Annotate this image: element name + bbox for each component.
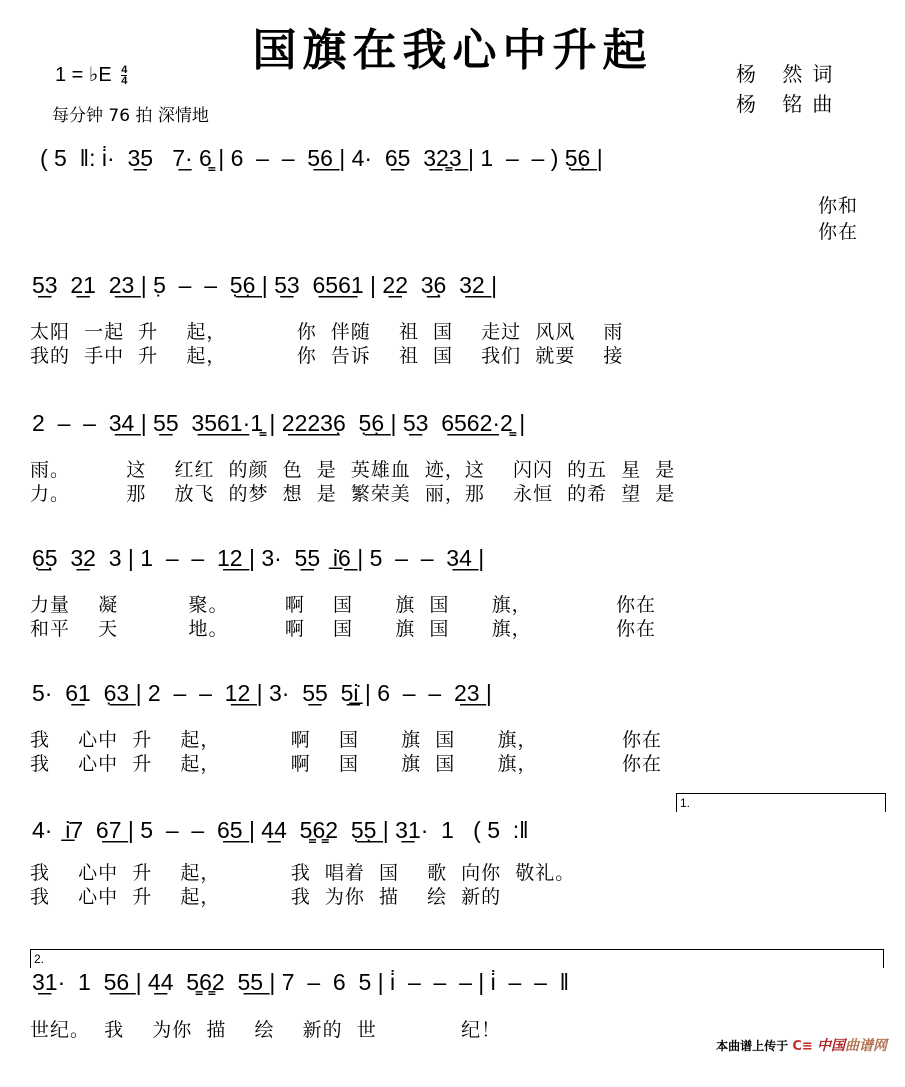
score-title: 国旗在我心中升起 bbox=[252, 25, 653, 76]
lyrics-verse-1: 你和 bbox=[818, 195, 859, 217]
lyrics-verse-1: 世纪。 我 为你 描 绘 新的 世 纪！ bbox=[30, 1019, 502, 1041]
lyrics-verse-2: 力。 那 放飞 的梦 想 是 繁荣美 丽，那 永恒 的希 望 是 bbox=[30, 483, 676, 505]
staff-system-4 bbox=[0, 543, 905, 663]
lyricist-credit: 杨 然词 bbox=[736, 62, 843, 86]
upload-watermark bbox=[716, 1035, 887, 1055]
second-ending-bracket: 2. bbox=[30, 949, 884, 968]
notation-line: 5· 6̲1 6̣̲3̲ | 2 – – 1̲2̲ | 3· 5̲5 5̲i̲̇ | 6 – – 2̲3̲ | bbox=[32, 680, 492, 706]
staff-system-3 bbox=[0, 408, 905, 528]
time-signature: $\frac{4}{4}$ bbox=[121, 64, 128, 88]
lyrics-verse-2: 我 心中 升 起， 我 为你 描 绘 新的 bbox=[30, 886, 502, 908]
lyrics-verse-1: 我 心中 升 起， 啊 国 旗 国 旗， 你在 bbox=[30, 729, 662, 751]
lyrics-verse-1: 力量 凝 聚。 啊 国 旗 国 旗， 你在 bbox=[30, 594, 657, 616]
first-ending-bracket: 1. bbox=[676, 793, 886, 812]
lyrics-verse-1: 我 心中 升 起， 我 唱着 国 歌 向你 敬礼。 bbox=[30, 862, 576, 884]
lyrics-verse-2: 你在 bbox=[818, 221, 859, 243]
notation-line: ( 5 ‖: i̇· 3̲5 7̲· 6̳ | 6 – – 5̲6̲ | 4· 6̲5 3̲2̳3̲ | 1 – – ) 5̣̲6̣̲ | bbox=[40, 145, 603, 171]
tempo-marking: 每分钟 76 拍 深情地 bbox=[52, 106, 209, 126]
upload-text: 本曲谱上传于 bbox=[716, 1039, 789, 1053]
key-text: 1 = ♭E bbox=[55, 64, 112, 86]
notation-line: 3̲1· 1 5̲6̲ | 4̲4 5̳6̳2 5̲5̲ | 7 – 6 5 | i̇ – – – | i̇ – – ‖ bbox=[32, 969, 570, 995]
lyrics-verse-2: 和平 天 地。 啊 国 旗 国 旗， 你在 bbox=[30, 618, 657, 640]
lyrics-verse-2: 我的 手中 升 起， 你 告诉 祖 国 我们 就要 接 bbox=[30, 345, 624, 367]
lyrics-verse-1: 雨。 这 红红 的颜 色 是 英雄血 迹，这 闪闪 的五 星 是 bbox=[30, 459, 676, 481]
lyrics-verse-2: 我 心中 升 起， 啊 国 旗 国 旗， 你在 bbox=[30, 753, 662, 775]
notation-line: 2 – – 3̲4̲ | 5̲5 3̲5̲6̲1̲·1̳ | 2̲2̲2̲3̲6̣ 5̣̲6̣̲ | 5̲3 6̲5̲6̲2̲·2̳ | bbox=[32, 410, 526, 436]
staff-system-1 bbox=[0, 143, 905, 263]
key-signature bbox=[55, 62, 127, 87]
lyrics-verse-1: 太阳 一起 升 起， 你 伴随 祖 国 走过 风风 雨 bbox=[30, 321, 624, 343]
staff-system-2 bbox=[0, 270, 905, 390]
site-name-part1: 中国 bbox=[817, 1038, 845, 1054]
notation-line: 4· i̲̇7 6̲7̲ | 5 – – 6̲5̲ | 4̲4 5̳6̳2 5̣̲5̣̲ | 3̲1· 1 ( 5 :‖ bbox=[32, 817, 529, 843]
notation-line: 5̲3 2̲1 2̲3̲ | 5̣ – – 5̣̲6̣̲ | 5̲3 6̲5̲6̲1 | 2̲2 3̲6̣ 3̲2̲ | bbox=[32, 272, 498, 298]
staff-system-5 bbox=[0, 678, 905, 798]
notation-line: 6̣̲5̣ 3̲2 3 | 1 – – 1̲2̲ | 3· 5̲5 i̲̇6̲ | 5 – – 3̲4̲ | bbox=[32, 545, 485, 571]
site-logo-icon: C≡ bbox=[792, 1039, 813, 1054]
staff-system-7 bbox=[0, 952, 905, 1087]
composer-credit: 杨 铭曲 bbox=[736, 92, 843, 116]
staff-system-6 bbox=[0, 796, 905, 935]
site-name-part2: 曲谱网 bbox=[845, 1038, 887, 1054]
